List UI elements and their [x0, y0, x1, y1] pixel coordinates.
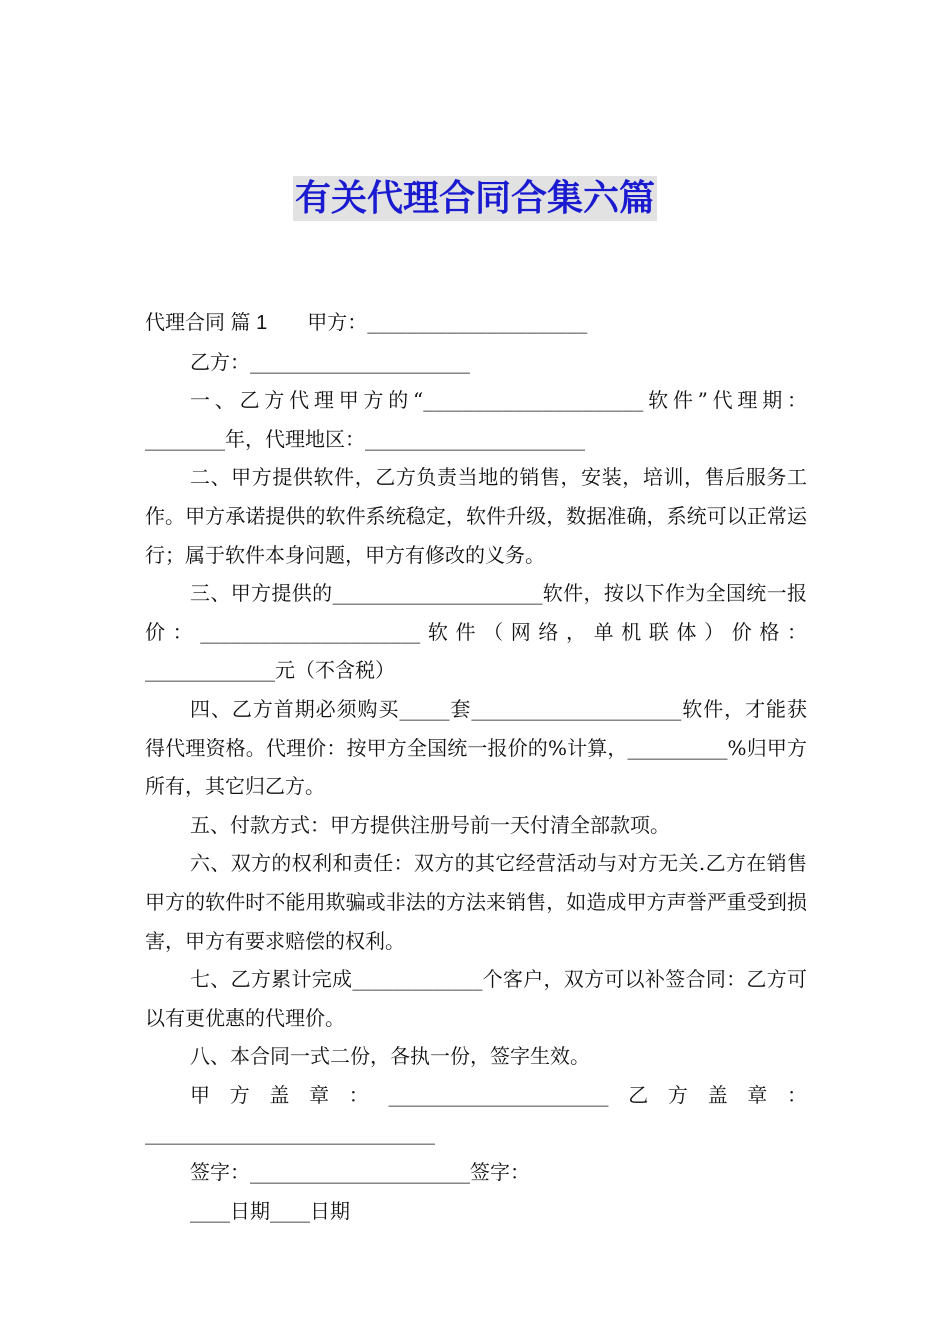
paragraph-clause-8: 八、本合同一式二份，各执一份，签字生效。	[190, 1044, 590, 1069]
paragraph-clause-5: 五、付款方式：甲方提供注册号前一天付清全部款项。	[190, 812, 670, 837]
paragraph-clause-2: 二、甲方提供软件，乙方负责当地的销售，安装，培训，售后服务工作。甲方承诺提供的软件系统稳定，软件升级，数据准确，系统可以正常运行；属于软件本身问题，甲方有修改的义务。	[145, 465, 807, 567]
paragraph-clause-7: 七、乙方累计完成_____________个客户，双方可以补签合同：乙方可以有更优惠的代理价。	[145, 967, 807, 1030]
paragraph-clause-3: 三、甲方提供的_____________________软件，按以下作为全国统一报价：______________________软件（网络，单机联体）价格：_____________元（不含税）	[145, 581, 807, 683]
paragraph-signatures: 签字：______________________签字：	[190, 1160, 530, 1185]
paragraph-heading: 代理合同 篇 1 甲方：______________________	[145, 310, 588, 334]
paragraph-clause-4: 四、乙方首期必须购买_____套_____________________软件，才能获得代理资格。代理价：按甲方全国统一报价的%计算，__________%归甲方所有，其它归乙方。	[145, 696, 807, 799]
paragraph-dates: ____日期____日期	[190, 1198, 350, 1223]
paragraph-clause-1: 一、乙方代理甲方的“______________________软件”代理期：________年，代理地区：______________________	[145, 388, 807, 451]
paragraph-party-b: 乙方：______________________	[190, 349, 470, 374]
paragraph-clause-6: 六、双方的权利和责任：双方的其它经营活动与对方无关.乙方在销售甲方的软件时不能用欺骗或非法的方法来销售，如造成甲方声誉严重受到损害，甲方有要求赔偿的权利。	[145, 851, 807, 953]
paragraph-seals: 甲方盖章：______________________乙方盖章：_____________________________	[145, 1082, 807, 1146]
document-title: 有关代理合同合集六篇	[294, 178, 655, 219]
document-body	[145, 303, 807, 1230]
